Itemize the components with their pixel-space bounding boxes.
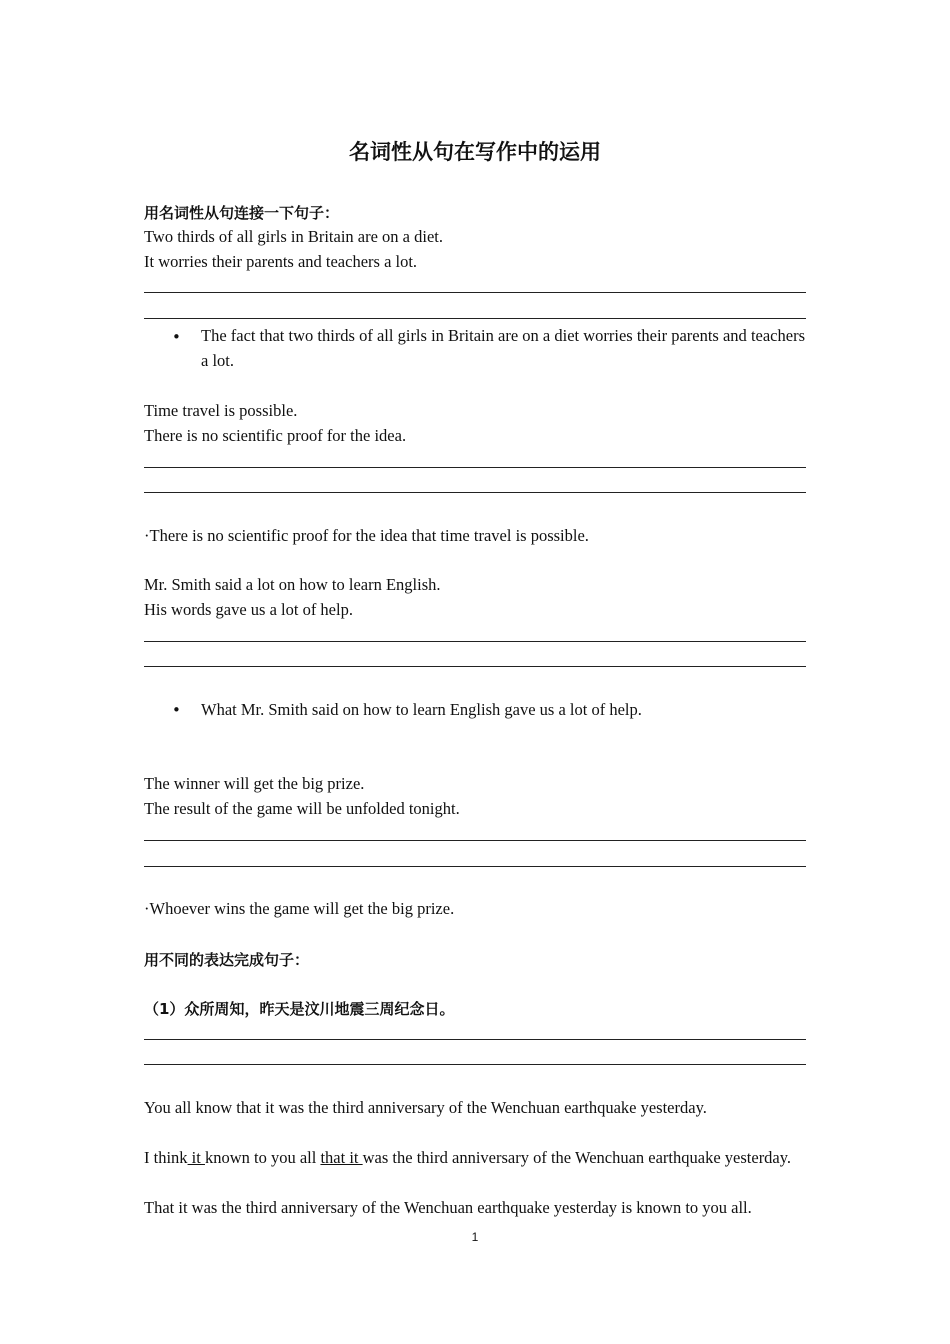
answer-line [144, 840, 806, 841]
ex4-sentence-1: The winner will get the big prize. [144, 774, 365, 793]
bullet-icon: • [172, 701, 181, 719]
answer-line [144, 1064, 806, 1065]
ex1-sentence-2: It worries their parents and teachers a lot. [144, 252, 418, 271]
ex1-answer: The fact that two thirds of all girls in Britain are on a diet worries their parents and teachers a lot. [201, 326, 805, 370]
answer-line [144, 292, 806, 293]
section-heading-expressions: 用不同的表达完成句子： [144, 951, 310, 969]
q1-answer-2-blank-2: that it [320, 1148, 363, 1167]
ex4-sentence-2: The result of the game will be unfolded tonight. [144, 799, 460, 818]
q1-answer-2 [144, 1147, 791, 1169]
answer-line [144, 467, 806, 468]
section-heading-connect: 用名词性从句连接一下句子： [144, 204, 340, 222]
ex1-sentence-1: Two thirds of all girls in Britain are on a diet. [144, 227, 443, 246]
answer-line [144, 641, 806, 642]
page-number: 1 [471, 1230, 479, 1244]
page-title: 名词性从句在写作中的运用 [349, 140, 601, 164]
ex3-sentence-2: His words gave us a lot of help. [144, 600, 353, 619]
q1-answer-2-blank-1: it [187, 1148, 205, 1167]
q1-answer-2-part1: I think [144, 1148, 188, 1167]
ex2-sentence-1: Time travel is possible. [144, 401, 298, 420]
q1-answer-3: That it was the third anniversary of the Wenchuan earthquake yesterday is known to you all. [144, 1198, 752, 1217]
answer-line [144, 866, 806, 867]
ex2-answer: ·There is no scientific proof for the idea that time travel is possible. [144, 526, 589, 545]
ex2-sentence-2: There is no scientific proof for the idea. [144, 426, 407, 445]
bullet-icon: • [172, 328, 181, 346]
answer-line [144, 666, 806, 667]
ex3-sentence-1: Mr. Smith said a lot on how to learn English. [144, 575, 441, 594]
ex3-answer: What Mr. Smith said on how to learn English gave us a lot of help. [201, 700, 642, 719]
q1-prompt: （1）众所周知，昨天是汶川地震三周纪念日。 [144, 1000, 455, 1018]
q1-answer-2-part2: known to you all [204, 1148, 321, 1167]
answer-line [144, 1039, 806, 1040]
q1-answer-2-part3: was the third anniversary of the Wenchuan earthquake yesterday. [362, 1148, 792, 1167]
answer-line [144, 492, 806, 493]
q1-answer-1: You all know that it was the third anniversary of the Wenchuan earthquake yesterday. [144, 1098, 707, 1117]
ex4-answer: ·Whoever wins the game will get the big prize. [144, 899, 455, 918]
answer-line [144, 318, 806, 319]
